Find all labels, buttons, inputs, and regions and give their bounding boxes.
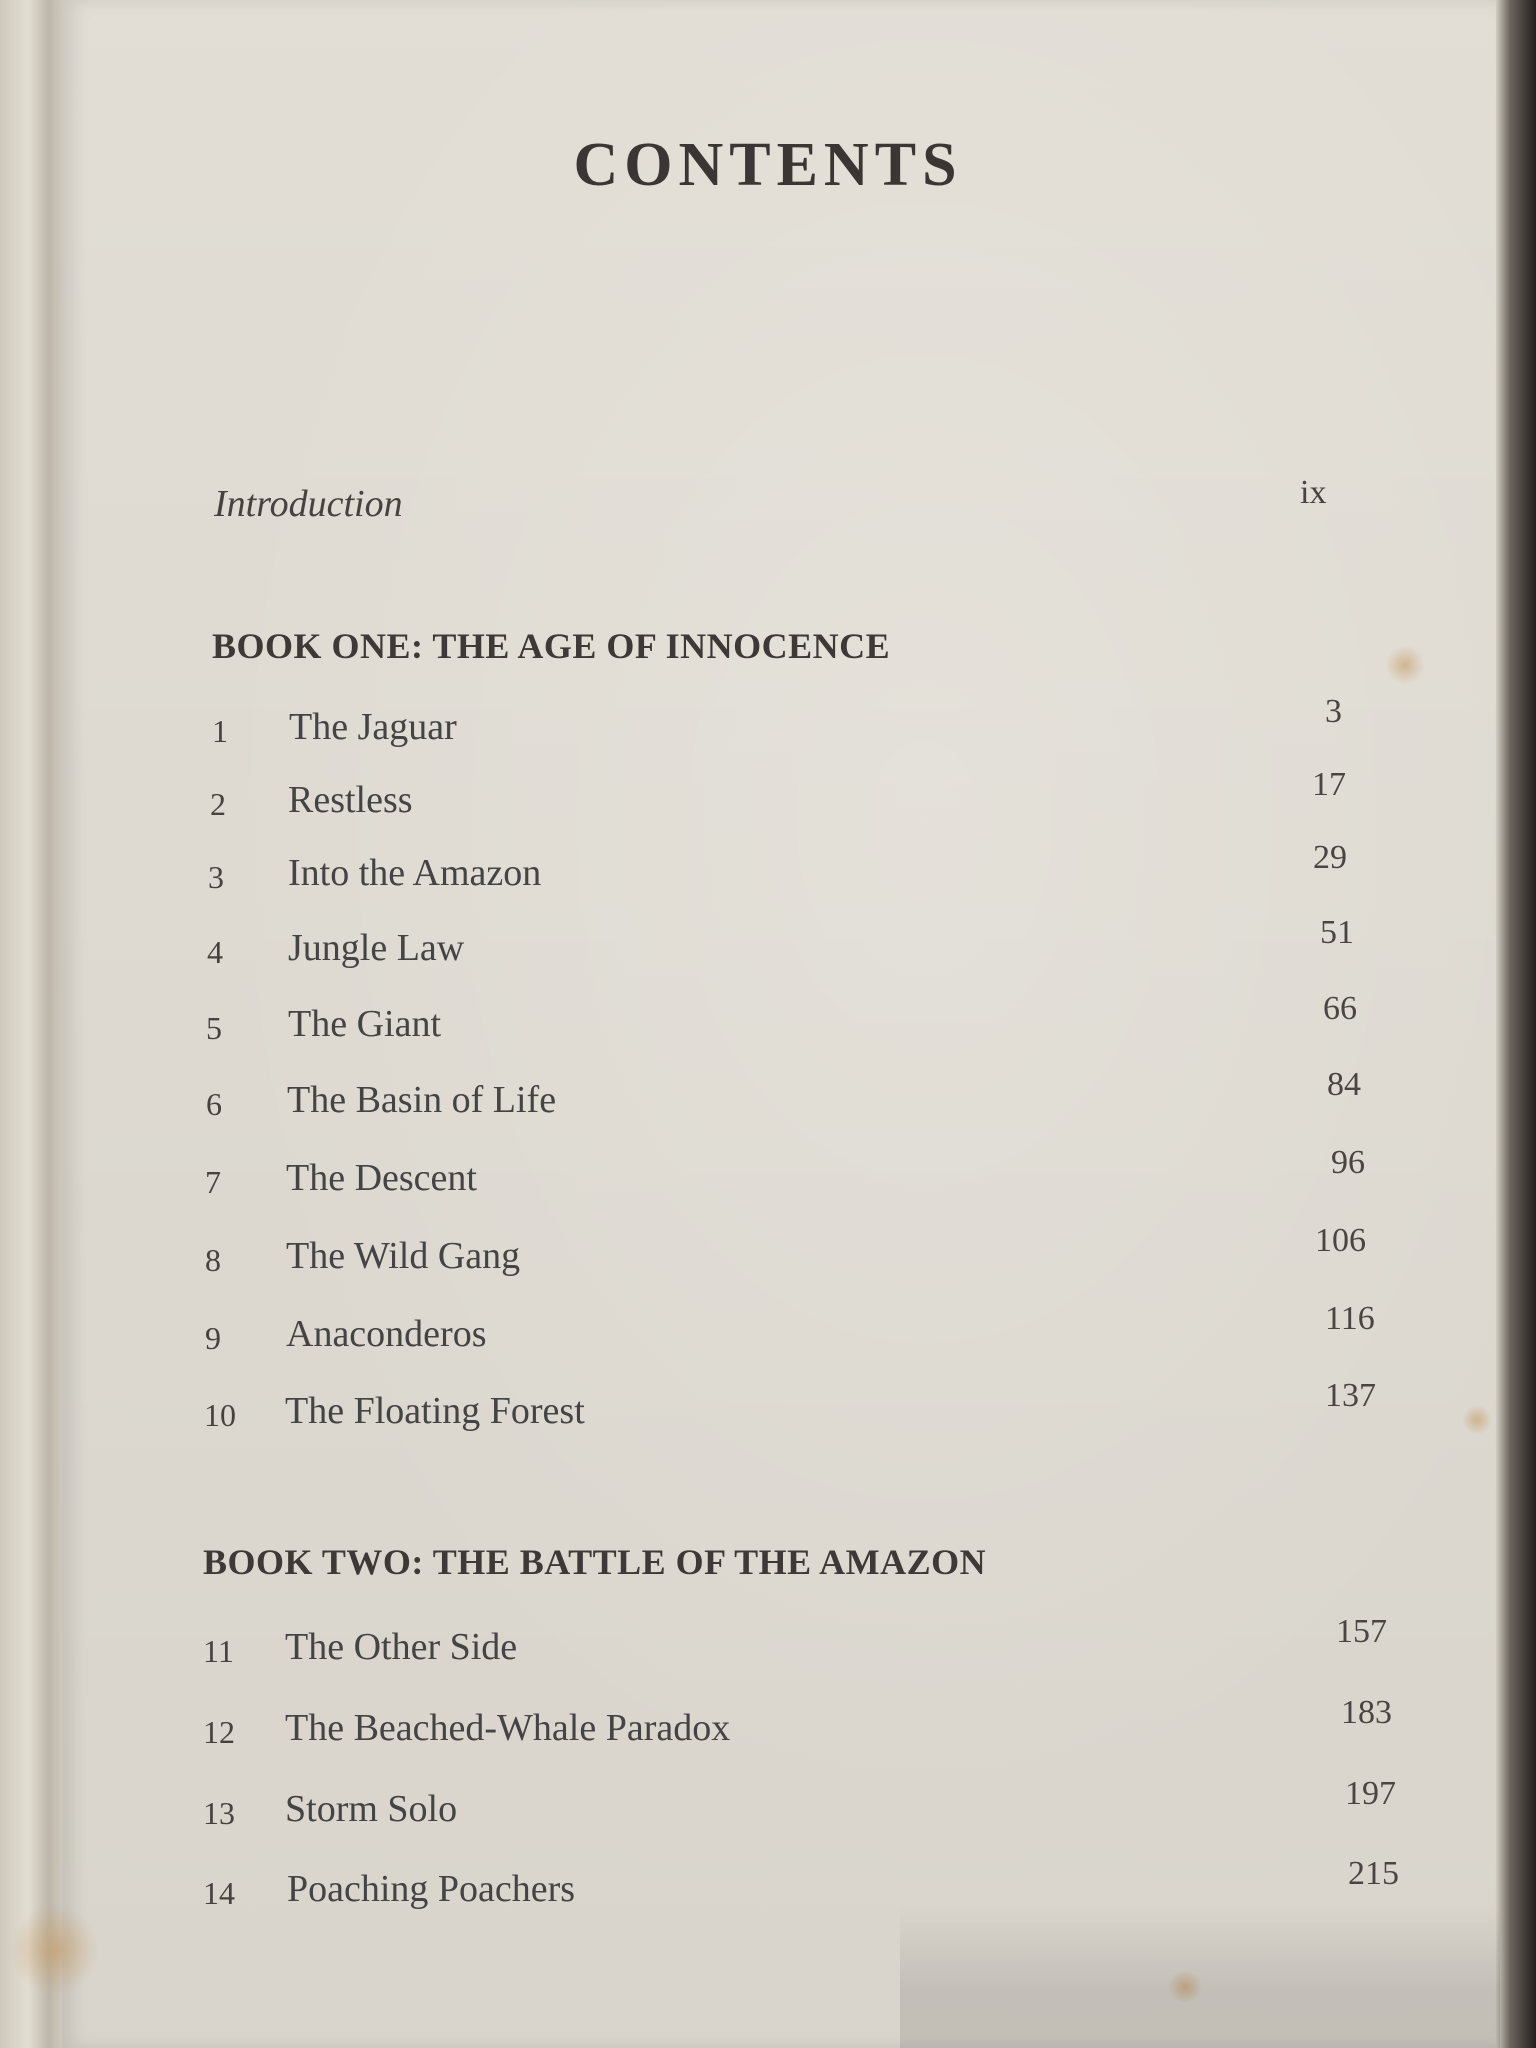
chapter-number: 7: [205, 1164, 221, 1200]
toc-entry: [0, 1144, 1536, 1216]
introduction-page-number: ix: [1300, 474, 1327, 511]
chapter-number: 9: [205, 1320, 221, 1356]
chapter-number: 1: [212, 713, 228, 749]
toc-entry: [0, 1222, 1536, 1294]
chapter-number: 12: [203, 1714, 235, 1750]
book-two-heading: BOOK TWO: THE BATTLE OF THE AMAZON: [203, 1542, 987, 1582]
toc-entry: [0, 1694, 1536, 1766]
chapter-page-number: 106: [1315, 1222, 1366, 1259]
chapter-page-number: 96: [1331, 1144, 1365, 1181]
chapter-page-number: 157: [1336, 1613, 1387, 1650]
chapter-page-number: 3: [1325, 693, 1342, 730]
paper-stain: [1385, 645, 1425, 685]
chapter-number: 6: [206, 1086, 222, 1122]
chapter-title: The Other Side: [285, 1626, 518, 1668]
chapter-page-number: 84: [1327, 1066, 1361, 1103]
chapter-title: Poaching Poachers: [287, 1868, 576, 1910]
chapter-number: 4: [207, 934, 223, 970]
chapter-page-number: 116: [1325, 1300, 1375, 1337]
chapter-number: 2: [210, 786, 226, 822]
chapter-page-number: 51: [1320, 914, 1354, 951]
chapter-page-number: 197: [1345, 1775, 1396, 1812]
toc-entry: [0, 1377, 1536, 1449]
chapter-number: 14: [203, 1875, 235, 1911]
chapter-number: 5: [206, 1010, 222, 1046]
chapter-page-number: 137: [1325, 1377, 1376, 1414]
chapter-title: The Floating Forest: [285, 1390, 585, 1432]
chapter-title: The Beached-Whale Paradox: [285, 1707, 731, 1749]
chapter-page-number: 17: [1312, 766, 1346, 803]
chapter-number: 3: [208, 859, 224, 895]
chapter-number: 11: [203, 1633, 234, 1669]
toc-entry: [0, 990, 1536, 1062]
chapter-title: The Basin of Life: [287, 1079, 557, 1121]
chapter-page-number: 215: [1348, 1855, 1399, 1892]
page-title: CONTENTS: [573, 131, 963, 199]
chapter-title: Storm Solo: [285, 1788, 458, 1830]
toc-entry: [0, 1066, 1536, 1138]
chapter-title: Restless: [288, 779, 413, 821]
toc-entry: [0, 766, 1536, 838]
toc-entry: [0, 914, 1536, 986]
chapter-title: The Wild Gang: [286, 1235, 521, 1277]
chapter-title: The Giant: [288, 1003, 442, 1045]
chapter-title: The Jaguar: [289, 706, 457, 748]
chapter-title: Anaconderos: [286, 1313, 487, 1355]
chapter-title: The Descent: [286, 1157, 477, 1199]
toc-entry: [0, 693, 1536, 765]
toc-entry: [0, 1855, 1536, 1927]
toc-entry: [0, 839, 1536, 911]
chapter-page-number: 66: [1323, 990, 1357, 1027]
chapter-page-number: 183: [1341, 1694, 1392, 1731]
chapter-page-number: 29: [1313, 839, 1347, 876]
toc-entry: [0, 1613, 1536, 1685]
introduction-label: Introduction: [214, 483, 403, 525]
chapter-number: 8: [205, 1242, 221, 1278]
toc-entry: [0, 1300, 1536, 1372]
chapter-number: 10: [204, 1397, 236, 1433]
chapter-title: Into the Amazon: [288, 852, 542, 894]
book-one-heading: BOOK ONE: THE AGE OF INNOCENCE: [212, 626, 891, 666]
toc-entry: [0, 1775, 1536, 1847]
chapter-title: Jungle Law: [288, 927, 465, 969]
chapter-number: 13: [203, 1795, 235, 1831]
